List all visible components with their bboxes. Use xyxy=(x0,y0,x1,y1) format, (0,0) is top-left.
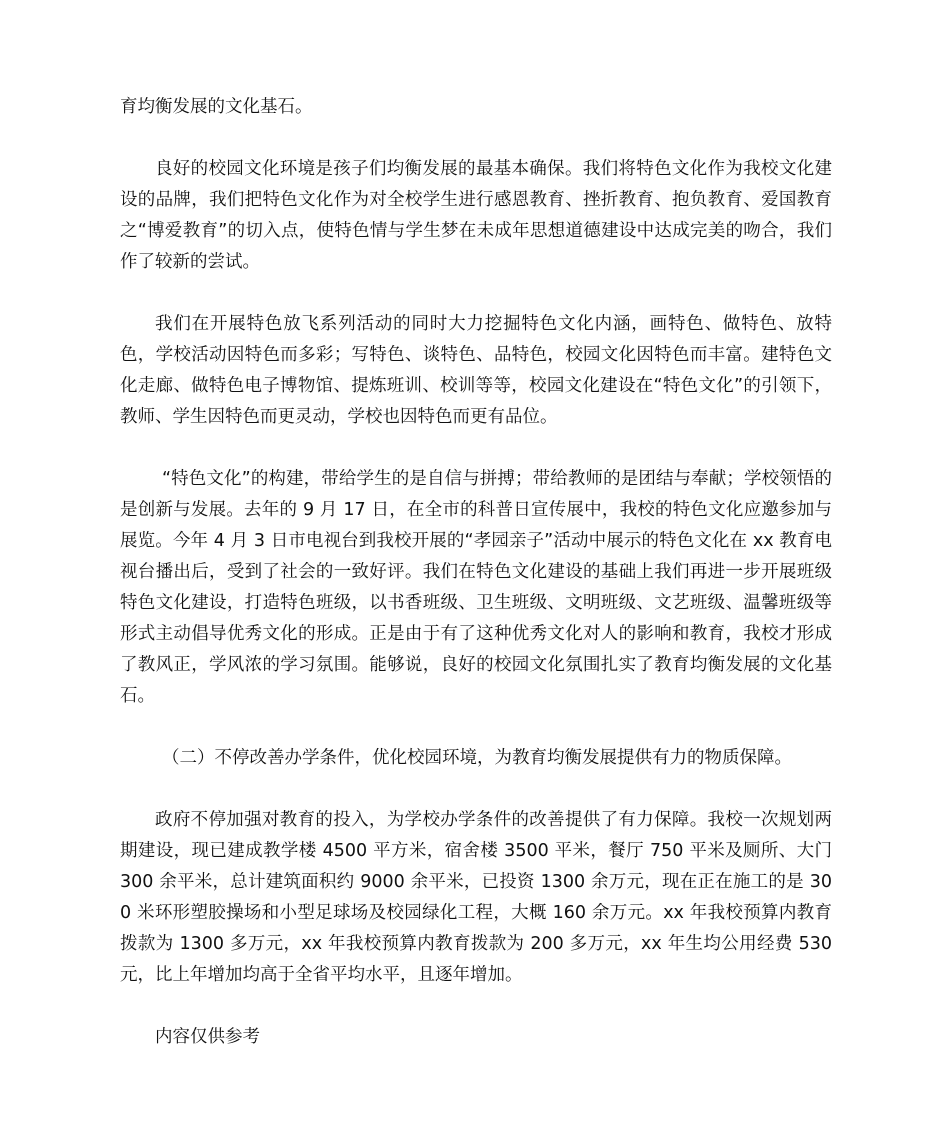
paragraph-investment: 政府不停加强对教育的投入，为学校办学条件的改善提供了有力保障。我校一次规划两期建设，现已建成教学楼 4500 平方米，宿舍楼 3500 平米，餐厅 750 平米及厕所、大门 300 余平米，总计建筑面积约 9000 余平米，已投资 1300 余万元，现在正在施工的是 300 米环形塑胶操场和小型足球场及校园绿化工程，大概 160 余万元。xx 年我校预算内教育拨款为 1300 多万元，xx 年我校预算内教育拨款为 200 多万元，xx 年生均公用经费 530 元，比上年增加均高于全省平均水平，且逐年增加。 xyxy=(120,810,832,985)
paragraph-featured-activities: 我们在开展特色放飞系列活动的同时大力挖掘特色文化内涵，画特色、做特色、放特色，学校活动因特色而多彩；写特色、谈特色、品特色，校园文化因特色而丰富。建特色文化走廊、做特色电子博物馆、提炼班训、校训等等，校园文化建设在“特色文化”的引领下，教师、学生因特色而更灵动，学校也因特色而更有品位。 xyxy=(120,314,832,427)
paragraph-continuation: 育均衡发展的文化基石。 xyxy=(120,97,313,117)
section-heading-2: （二）不停改善办学条件，优化校园环境，为教育均衡发展提供有力的物质保障。 xyxy=(162,748,792,768)
document-page xyxy=(120,92,832,1084)
footer-note: 内容仅供参考 xyxy=(155,1027,260,1047)
paragraph-culture-construction: “特色文化”的构建，带给学生的是自信与拼搏；带给教师的是团结与奉献；学校领悟的是创新与发展。去年的 9 月 17 日，在全市的科普日宣传展中，我校的特色文化应邀参加与展览。今年 4 月 3 日市电视台到我校开展的“孝园亲子”活动中展示的特色文化在 xx 教育电视台播出后，受到了社会的一致好评。我们在特色文化建设的基础上我们再进一步开展班级特色文化建设，打造特色班级，以书香班级、卫生班级、文明班级、文艺班级、温馨班级等形式主动倡导优秀文化的形成。正是由于有了这种优秀文化对人的影响和教育，我校才形成了教风正，学风浓的学习氛围。能够说，良好的校园文化氛围扎实了教育均衡发展的文化基石。 xyxy=(120,469,832,706)
paragraph-campus-culture: 良好的校园文化环境是孩子们均衡发展的最基本确保。我们将特色文化作为我校文化建设的品牌，我们把特色文化作为对全校学生进行感恩教育、挫折教育、抱负教育、爱国教育之“博爱教育”的切入点，使特色情与学生梦在未成年思想道德建设中达成完美的吻合，我们作了较新的尝试。 xyxy=(120,159,832,272)
